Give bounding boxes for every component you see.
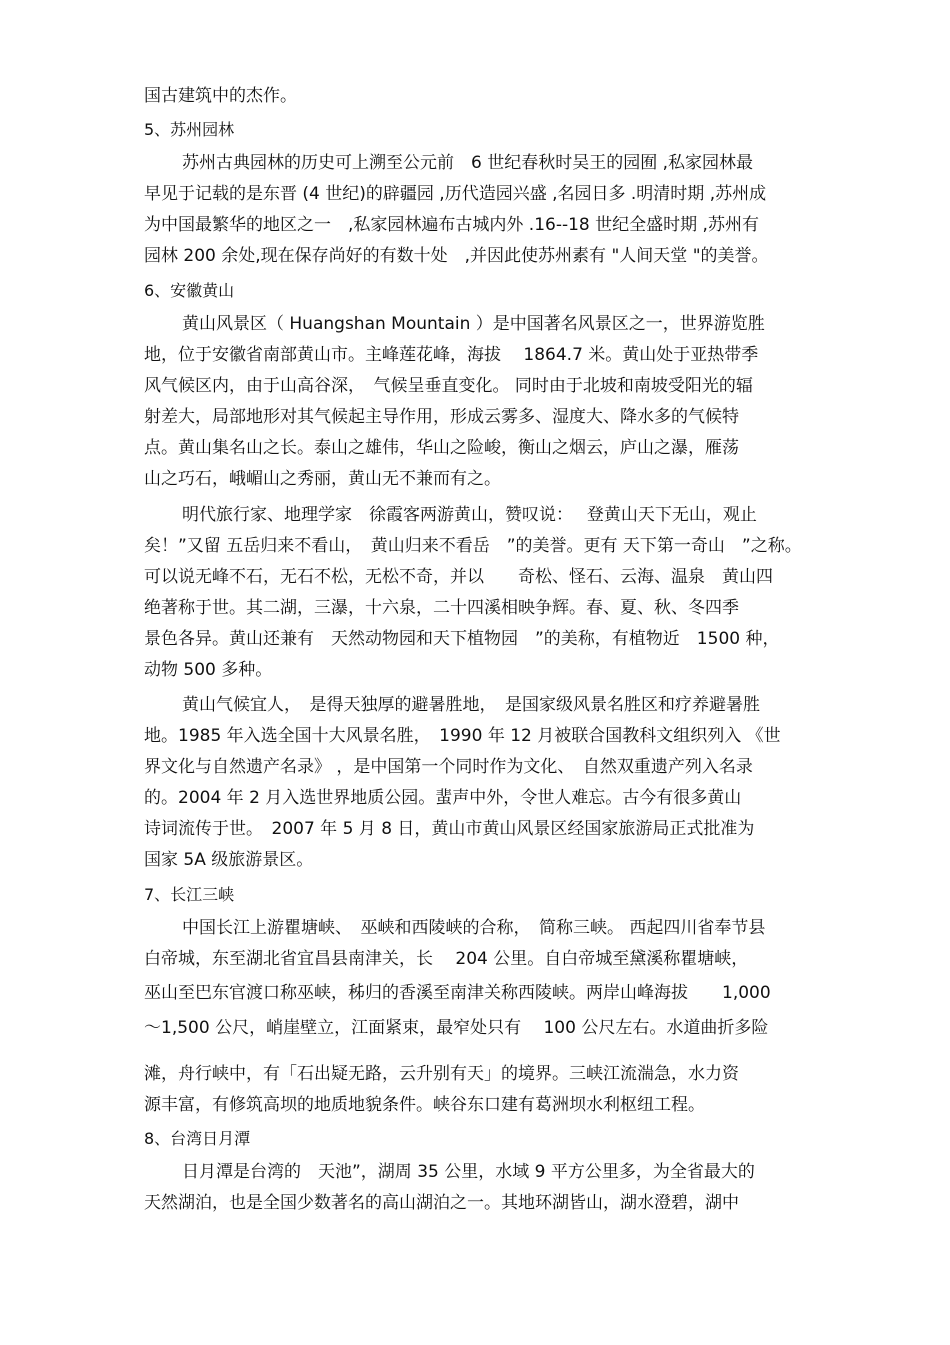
- paragraph-line: 滩，舟行峡中，有「石出疑无路，云升别有天」的境界。三峡江流湍急，水力资: [144, 1064, 739, 1084]
- paragraph-line: 绝著称于世。其二湖，三瀑，十六泉，二十四溪相映争辉。春、夏、秋、冬四季: [144, 598, 739, 618]
- paragraph-line: 射差大，局部地形对其气候起主导作用，形成云雾多、湿度大、降水多的气候特: [144, 407, 739, 427]
- paragraph-line: 的。2004 年 2 月入选世界地质公园。蜚声中外，令世人难忘。古今有很多黄山: [144, 788, 742, 808]
- paragraph-line: 黄山风景区（ Huangshan Mountain ）是中国著名风景区之一，世界游览胜: [182, 314, 765, 334]
- section-heading-huangshan: 6、安徽黄山: [144, 281, 235, 300]
- paragraph-line: 园林 200 余处,现在保存尚好的有数十处 ,并因此使苏州素有 "人间天堂 "的美誉。: [144, 246, 769, 266]
- paragraph-line: 动物 500 多种。: [144, 660, 273, 680]
- continuation-text: 国古建筑中的杰作。: [144, 86, 297, 106]
- paragraph-line: 景色各异。黄山还兼有 天然动物园和天下植物园 ”的美称，有植物近 1500 种，: [144, 629, 780, 649]
- paragraph-line: 苏州古典园林的历史可上溯至公元前 6 世纪春秋时吴王的园囿 ,私家园林最: [182, 153, 754, 173]
- paragraph-line: 巫山至巴东官渡口称巫峡，秭归的香溪至南津关称西陵峡。两岸山峰海拔 1,000: [144, 983, 771, 1003]
- paragraph-line: 山之巧石，峨嵋山之秀丽，黄山无不兼而有之。: [144, 469, 501, 489]
- paragraph-line: 矣！”又留 五岳归来不看山， 黄山归来不看岳 ”的美誉。更有 天下第一奇山 ”之称。: [144, 536, 802, 556]
- section-heading-sun-moon-lake: 8、台湾日月潭: [144, 1129, 251, 1148]
- paragraph-line: 日月潭是台湾的 天池”，湖周 35 公里，水域 9 平方公里多，为全省最大的: [182, 1162, 755, 1182]
- paragraph-line: 为中国最繁华的地区之一 ,私家园林遍布古城内外 .16--18 世纪全盛时期 ,苏州有: [144, 215, 759, 235]
- section-heading-suzhou: 5、苏州园林: [144, 120, 235, 139]
- paragraph-line: 中国长江上游瞿塘峡、 巫峡和西陵峡的合称， 简称三峡。 西起四川省奉节县: [182, 918, 766, 938]
- paragraph-line: 明代旅行家、地理学家 徐霞客两游黄山，赞叹说： 登黄山天下无山，观止: [182, 505, 757, 525]
- paragraph-line: 可以说无峰不石，无石不松，无松不奇，并以 奇松、怪石、云海、温泉 黄山四: [144, 567, 773, 587]
- paragraph-line: 源丰富，有修筑高坝的地质地貌条件。峡谷东口建有葛洲坝水利枢纽工程。: [144, 1095, 705, 1115]
- paragraph-line: ～1,500 公尺，峭崖壁立，江面紧束，最窄处只有 100 公尺左右。水道曲折多险: [144, 1018, 769, 1038]
- section-heading-three-gorges: 7、长江三峡: [144, 885, 235, 904]
- paragraph-line: 早见于记载的是东晋 (4 世纪)的辟疆园 ,历代造园兴盛 ,名园日多 .明清时期 ,苏州成: [144, 184, 767, 204]
- paragraph-line: 风气候区内，由于山高谷深， 气候呈垂直变化。 同时由于北坡和南坡受阳光的辐: [144, 376, 753, 396]
- paragraph-line: 黄山气候宜人， 是得天独厚的避暑胜地， 是国家级风景名胜区和疗养避暑胜: [182, 695, 760, 715]
- paragraph-line: 天然湖泊，也是全国少数著名的高山湖泊之一。其地环湖皆山，湖水澄碧，湖中: [144, 1193, 739, 1213]
- paragraph-line: 诗词流传于世。 2007 年 5 月 8 日，黄山市黄山风景区经国家旅游局正式批准为: [144, 819, 755, 839]
- paragraph-line: 国家 5A 级旅游景区。: [144, 850, 314, 870]
- paragraph-line: 白帝城，东至湖北省宜昌县南津关，长 204 公里。自白帝城至黛溪称瞿塘峡，: [144, 949, 749, 969]
- paragraph-line: 点。黄山集名山之长。泰山之雄伟，华山之险峻，衡山之烟云，庐山之瀑，雁荡: [144, 438, 739, 458]
- paragraph-line: 地，位于安徽省南部黄山市。主峰莲花峰，海拔 1864.7 米。黄山处于亚热带季: [144, 345, 759, 365]
- paragraph-line: 界文化与自然遗产名录》 ，是中国第一个同时作为文化、 自然双重遗产列入名录: [144, 757, 753, 777]
- paragraph-line: 地。1985 年入选全国十大风景名胜， 1990 年 12 月被联合国教科文组织列入 《世: [144, 726, 781, 746]
